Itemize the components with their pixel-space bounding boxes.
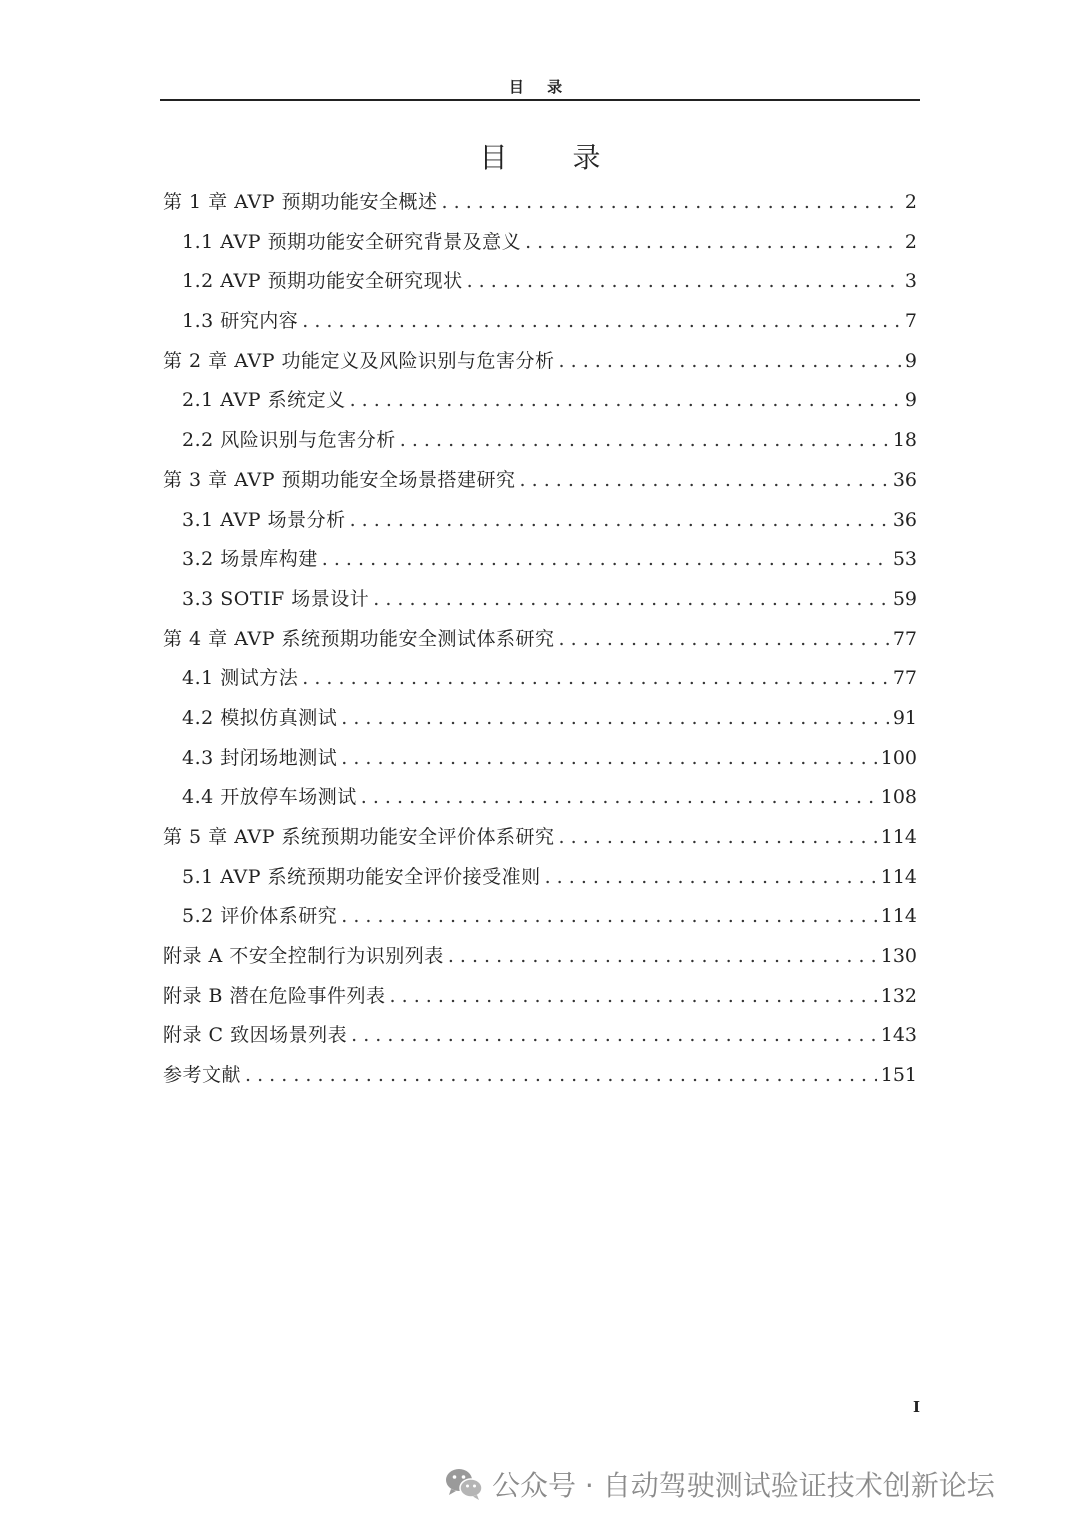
dot-leader [302, 302, 901, 342]
table-of-contents [163, 183, 917, 1096]
toc-entry-page: 59 [892, 587, 917, 610]
toc-entry-page: 143 [880, 1024, 917, 1047]
toc-entry-label: 2.1 AVP 系统定义 [182, 389, 346, 412]
dot-leader [341, 897, 876, 937]
toc-entry-page: 114 [880, 826, 917, 848]
toc-entry[interactable] [163, 739, 917, 779]
toc-entry-label: 5.1 AVP 系统预期功能安全评价接受准则 [182, 865, 541, 888]
toc-entry[interactable] [163, 699, 917, 739]
dot-leader [245, 1056, 877, 1096]
toc-entry[interactable] [163, 977, 917, 1017]
toc-entry-label: 4.3 封闭场地测试 [182, 746, 338, 769]
toc-entry-page: 9 [904, 349, 917, 372]
toc-entry-label: 1.2 AVP 预期功能安全研究现状 [182, 270, 463, 293]
toc-entry[interactable] [163, 342, 917, 382]
toc-entry-page: 77 [892, 667, 917, 690]
toc-entry-page: 18 [892, 429, 917, 452]
toc-entry[interactable] [163, 540, 917, 580]
dot-leader [361, 778, 877, 818]
watermark-text: 公众号 · 自动驾驶测试验证技术创新论坛 [492, 1469, 995, 1502]
toc-entry-page: 9 [904, 389, 917, 412]
dot-leader [559, 620, 889, 660]
dot-leader [400, 421, 889, 461]
toc-entry[interactable] [163, 1016, 917, 1056]
toc-entry-page: 77 [892, 627, 917, 650]
toc-entry-label: 2.2 风险识别与危害分析 [182, 429, 396, 452]
toc-entry[interactable] [163, 897, 917, 937]
dot-leader [442, 183, 901, 223]
dot-leader [559, 818, 877, 858]
toc-entry-page: 114 [880, 865, 917, 888]
toc-entry-label: 附录 C 致因场景列表 [163, 1024, 348, 1047]
toc-entry-page: 53 [892, 548, 917, 571]
toc-entry-page: 2 [904, 191, 917, 213]
toc-entry-page: 3 [904, 270, 917, 293]
dot-leader [525, 223, 901, 263]
toc-entry-page: 7 [904, 310, 917, 333]
toc-entry-label: 参考文献 [163, 1064, 242, 1087]
toc-entry[interactable] [163, 620, 917, 660]
toc-entry-page: 2 [904, 230, 917, 253]
toc-entry-label: 5.2 评价体系研究 [182, 905, 338, 928]
toc-entry-page: 130 [880, 945, 917, 968]
toc-entry[interactable] [163, 580, 917, 620]
toc-entry[interactable] [163, 381, 917, 421]
dot-leader [559, 342, 901, 382]
toc-entry[interactable] [163, 778, 917, 818]
toc-entry[interactable] [163, 223, 917, 263]
dot-leader [467, 262, 901, 302]
toc-entry[interactable] [163, 262, 917, 302]
toc-entry-label: 第 5 章 AVP 系统预期功能安全评价体系研究 [163, 826, 555, 848]
dot-leader [341, 739, 876, 779]
dot-leader [448, 937, 877, 977]
toc-entry[interactable] [163, 421, 917, 461]
toc-entry[interactable] [163, 183, 917, 223]
toc-entry-label: 第 3 章 AVP 预期功能安全场景搭建研究 [163, 468, 516, 491]
dot-leader [545, 858, 877, 898]
toc-entry-label: 4.1 测试方法 [182, 667, 299, 690]
dot-leader [350, 381, 901, 421]
toc-entry-label: 4.2 模拟仿真测试 [182, 706, 338, 729]
dot-leader [351, 1016, 877, 1056]
toc-entry-page: 108 [880, 786, 917, 809]
watermark [444, 1462, 995, 1506]
toc-entry[interactable] [163, 858, 917, 898]
dot-leader [322, 540, 889, 580]
toc-entry[interactable] [163, 937, 917, 977]
toc-entry-page: 151 [880, 1064, 917, 1087]
toc-entry-page: 91 [892, 706, 917, 729]
toc-entry-label: 3.1 AVP 场景分析 [182, 508, 346, 531]
toc-entry[interactable] [163, 501, 917, 541]
toc-entry[interactable] [163, 1056, 917, 1096]
dot-leader [520, 461, 889, 501]
toc-entry-page: 36 [892, 508, 917, 531]
toc-entry-label: 第 4 章 AVP 系统预期功能安全测试体系研究 [163, 627, 555, 650]
toc-entry[interactable] [163, 461, 917, 501]
toc-entry-label: 1.1 AVP 预期功能安全研究背景及意义 [182, 230, 522, 253]
dot-leader [390, 977, 877, 1017]
toc-entry-label: 第 1 章 AVP 预期功能安全概述 [163, 191, 438, 213]
page-number: I [912, 1398, 920, 1416]
toc-entry[interactable] [163, 659, 917, 699]
dot-leader [373, 580, 889, 620]
toc-entry-label: 4.4 开放停车场测试 [182, 786, 357, 809]
toc-entry-page: 36 [892, 468, 917, 491]
dot-leader [341, 699, 889, 739]
running-header: 目 录 [508, 78, 572, 96]
toc-entry[interactable] [163, 818, 917, 858]
toc-entry-page: 132 [880, 984, 917, 1007]
toc-entry-label: 3.3 SOTIF 场景设计 [182, 587, 370, 610]
toc-entry-label: 第 2 章 AVP 功能定义及风险识别与危害分析 [163, 349, 555, 372]
toc-entry-label: 1.3 研究内容 [182, 310, 299, 333]
toc-entry-label: 3.2 场景库构建 [182, 548, 318, 571]
dot-leader [302, 659, 889, 699]
toc-title: 目 录 [479, 141, 629, 174]
toc-entry-label: 附录 A 不安全控制行为识别列表 [163, 945, 444, 968]
toc-entry-page: 114 [880, 905, 917, 928]
dot-leader [350, 501, 889, 541]
header-rule [160, 99, 920, 101]
toc-entry-page: 100 [880, 746, 917, 769]
wechat-icon [444, 1466, 484, 1502]
toc-entry-label: 附录 B 潜在危险事件列表 [163, 984, 386, 1007]
toc-entry[interactable] [163, 302, 917, 342]
